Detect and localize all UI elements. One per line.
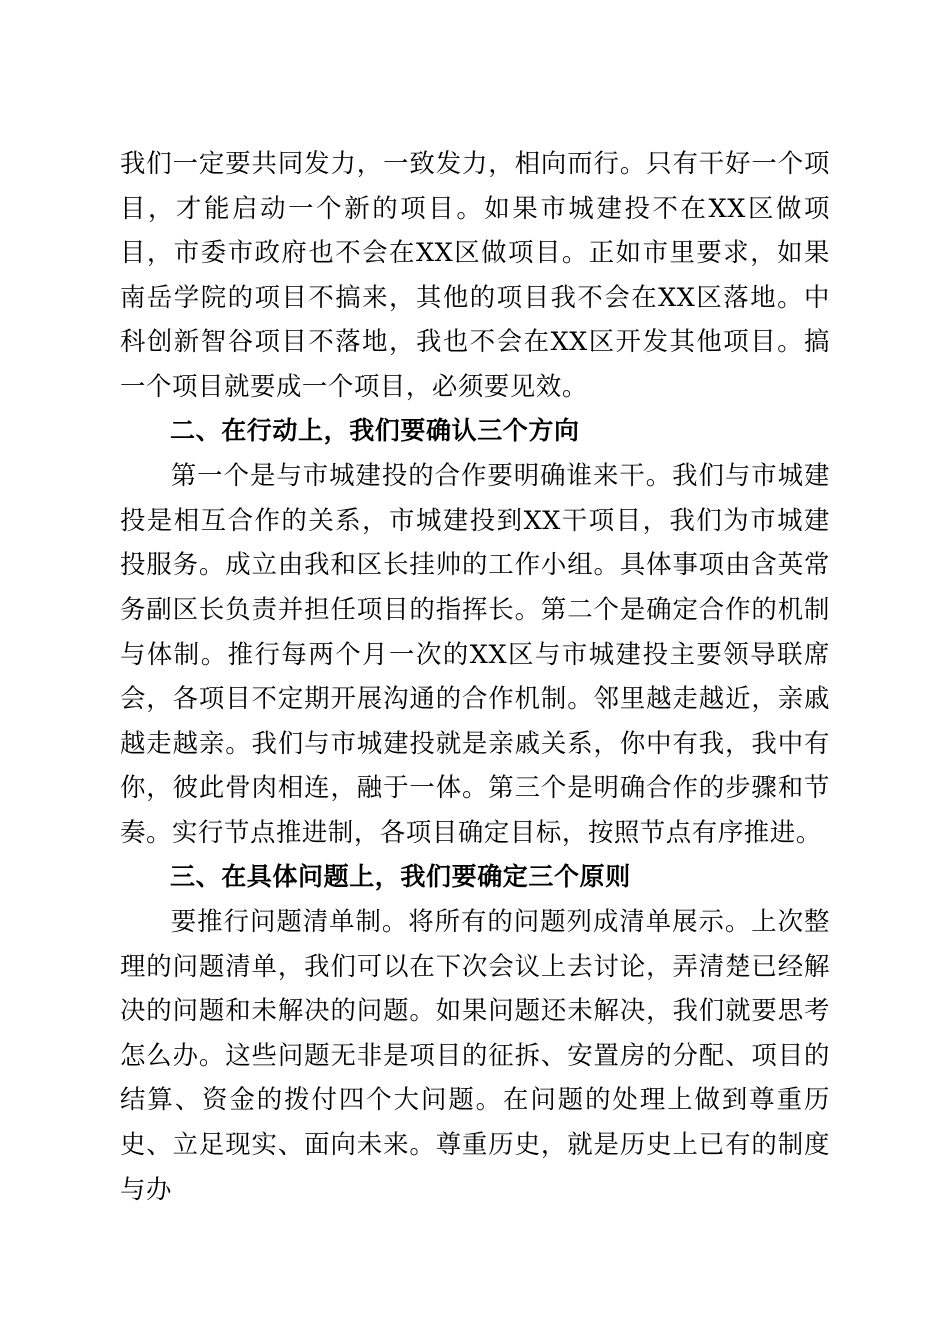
document-body [120, 141, 830, 1211]
section-heading: 二、在行动上，我们要确认三个方向 [170, 415, 580, 445]
body-paragraph: 我们一定要共同发力，一致发力，相向而行。只有干好一个项目，才能启动一个新的项目。如果市城建投不在XX区做项目，市委市政府也不会在XX区做项目。正如市里要求，如果南岳学院的项目不搞来，其他的项目我不会在XX区落地。中科创新智谷项目不落地，我也不会在XX区开发其他项目。搞一个项目就要成一个项目，必须要见效。 [120, 148, 830, 401]
section-heading: 三、在具体问题上，我们要确定三个原则 [170, 861, 631, 891]
body-paragraph: 第一个是与市城建投的合作要明确谁来干。我们与市城建投是相互合作的关系，市城建投到XX干项目，我们为市城建投服务。成立由我和区长挂帅的工作小组。具体事项由含英常务副区长负责并担任项目的指挥长。第二个是确定合作的机制与体制。推行每两个月一次的XX区与市城建投主要领导联席会，各项目不定期开展沟通的合作机制。邻里越走越近，亲戚越走越亲。我们与市城建投就是亲戚关系，你中有我，我中有你，彼此骨肉相连，融于一体。第三个是明确合作的步骤和节奏。实行节点推进制，各项目确定目标，按照节点有序推进。 [120, 460, 830, 847]
body-paragraph: 要推行问题清单制。将所有的问题列成清单展示。上次整理的问题清单，我们可以在下次会议上去讨论，弄清楚已经解决的问题和未解决的问题。如果问题还未解决，我们就要思考怎么办。这些问题无非是项目的征拆、安置房的分配、项目的结算、资金的拨付四个大问题。在问题的处理上做到尊重历史、立足现实、面向未来。尊重历史，就是历史上已有的制度与办 [120, 906, 830, 1204]
